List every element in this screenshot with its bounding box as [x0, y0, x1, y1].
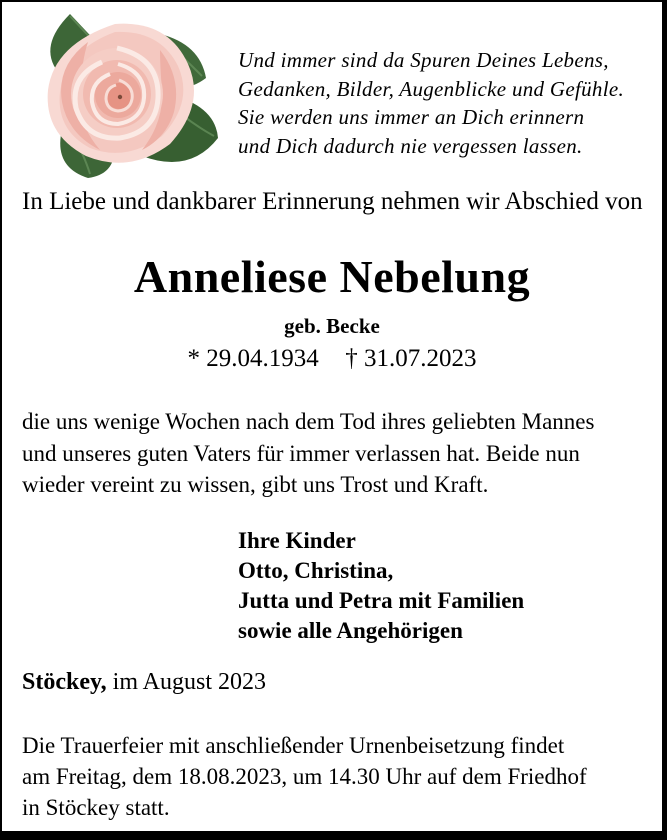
birth-name: geb. Becke	[284, 314, 380, 338]
mourner-line: Otto, Christina,	[238, 558, 394, 583]
birth-date: 29.04.1934	[206, 345, 319, 372]
funeral-line: in Stöckey statt.	[22, 795, 170, 820]
mourner-line: Jutta und Petra mit Familien	[238, 588, 525, 613]
deceased-name: Anneliese Nebelung	[133, 251, 531, 302]
birth-symbol: *	[187, 345, 200, 372]
mourners-block	[238, 526, 524, 646]
poem-line: Und immer sind da Spuren Deines Lebens,	[238, 48, 609, 72]
dateline-place: Stöckey,	[22, 669, 107, 695]
memorial-poem	[238, 46, 638, 160]
mourner-line: sowie alle Angehörigen	[238, 618, 463, 643]
life-dates	[2, 345, 662, 373]
dateline-rest: im August 2023	[106, 669, 267, 695]
body-paragraph	[22, 406, 652, 501]
body-line: wieder vereint zu wissen, gibt uns Trost und Kraft.	[22, 472, 489, 497]
rose-icon	[10, 6, 225, 184]
death-symbol: †	[345, 345, 358, 372]
funeral-line: Die Trauerfeier mit anschließender Urnenbeisetzung findet	[22, 733, 565, 758]
body-line: und unseres guten Vaters für immer verlassen hat. Beide nun	[22, 440, 580, 466]
funeral-line: am Freitag, dem 18.08.2023, um 14.30 Uhr auf dem Friedhof	[22, 764, 587, 789]
mourner-line: Ihre Kinder	[238, 528, 356, 553]
poem-line: und Dich dadurch nie vergessen lassen.	[238, 133, 583, 158]
poem-line: Sie werden uns immer an Dich erinnern	[238, 105, 585, 129]
death-date: 31.07.2023	[364, 345, 477, 372]
dateline	[22, 669, 266, 696]
rose-image	[10, 6, 225, 184]
poem-line: Gedanken, Bilder, Augenblicke und Gefühle.	[238, 76, 625, 101]
funeral-paragraph	[22, 730, 652, 823]
body-line: die uns wenige Wochen nach dem Tod ihres geliebten Mannes	[22, 409, 595, 434]
intro-line: In Liebe und dankbarer Erinnerung nehmen wir Abschied von	[22, 188, 643, 215]
